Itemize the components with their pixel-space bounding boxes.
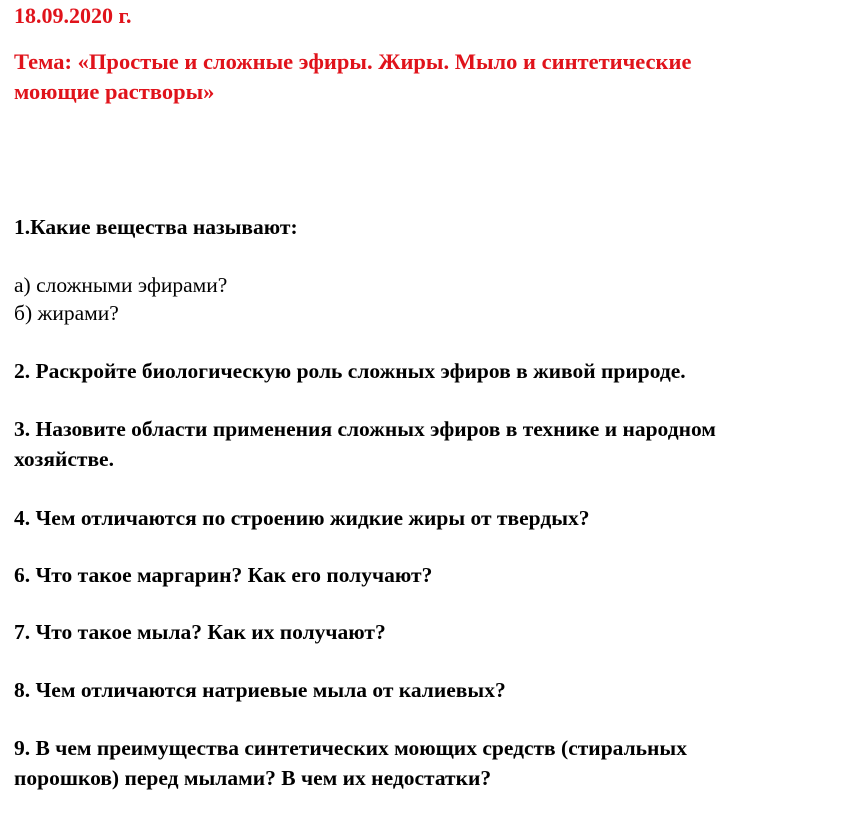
question-1-option-b: б) жирами? bbox=[14, 301, 119, 325]
topic-line-2: моющие растворы» bbox=[14, 79, 215, 104]
question-8: 8. Чем отличаются натриевые мыла от калиевых? bbox=[14, 678, 506, 702]
question-7: 7. Что такое мыла? Как их получают? bbox=[14, 620, 386, 644]
question-3-line-1: 3. Назовите области применения сложных эфиров в технике и народном bbox=[14, 417, 716, 441]
document-date: 18.09.2020 г. bbox=[14, 3, 132, 28]
question-9-line-2: порошков) перед мылами? В чем их недостатки? bbox=[14, 766, 492, 790]
question-3-line-2: хозяйстве. bbox=[14, 447, 114, 471]
question-4: 4. Чем отличаются по строению жидкие жиры от твердых? bbox=[14, 506, 590, 530]
question-9-line-1: 9. В чем преимущества синтетических моющих средств (стиральных bbox=[14, 736, 687, 760]
question-1-heading: 1.Какие вещества называют: bbox=[14, 215, 298, 239]
question-2: 2. Раскройте биологическую роль сложных эфиров в живой природе. bbox=[14, 359, 686, 383]
question-6: 6. Что такое маргарин? Как его получают? bbox=[14, 563, 433, 587]
document-topic bbox=[14, 47, 814, 107]
question-9 bbox=[14, 733, 687, 793]
question-1-option-a: а) сложными эфирами? bbox=[14, 273, 228, 297]
question-3 bbox=[14, 414, 716, 474]
topic-line-1: Тема: «Простые и сложные эфиры. Жиры. Мыло и синтетические bbox=[14, 49, 692, 74]
